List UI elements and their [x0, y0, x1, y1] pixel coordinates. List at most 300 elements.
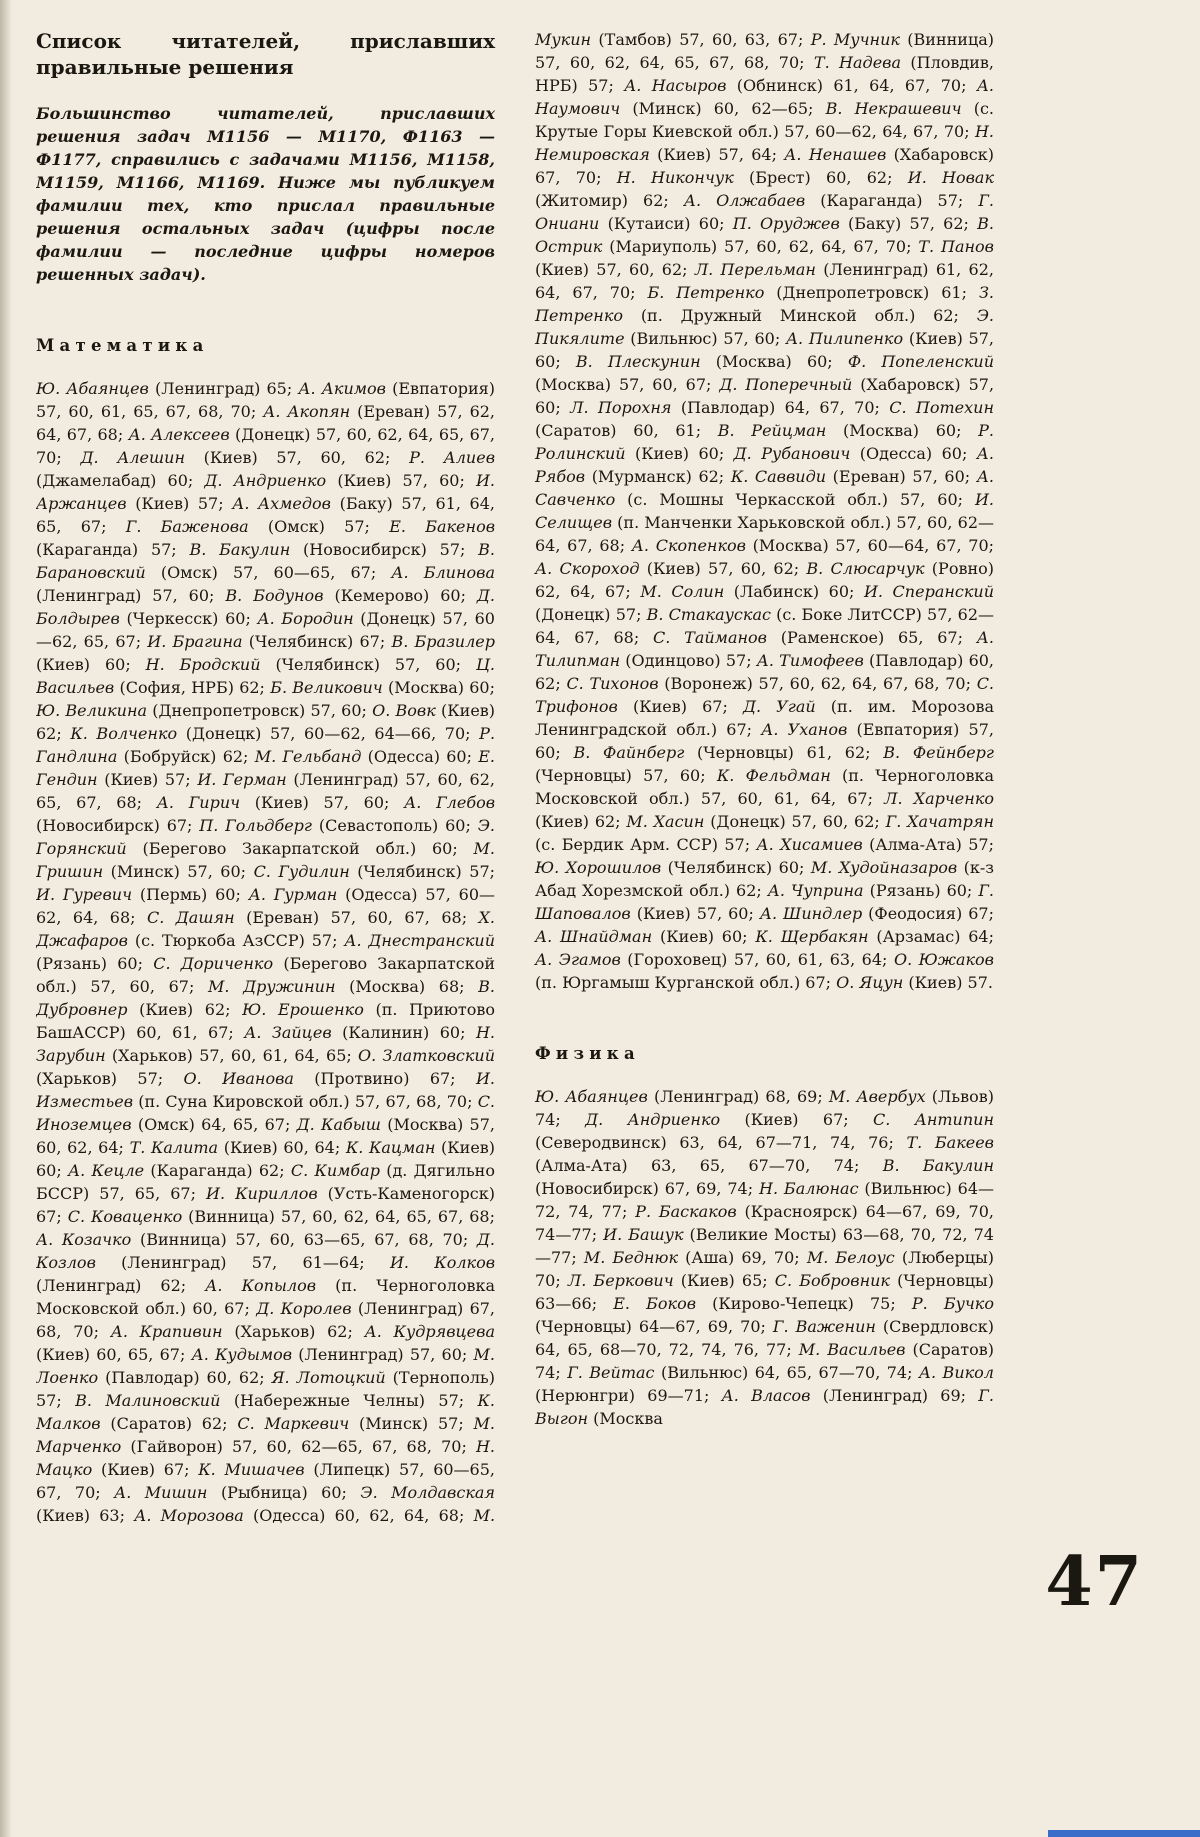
- solved-problem-numbers: 57, 61—64: [251, 1253, 360, 1272]
- reader-name: Ю. Хорошилов: [535, 858, 662, 877]
- solved-problem-numbers: 63, 65, 67—70, 74: [650, 1156, 854, 1175]
- solved-problem-numbers: 57: [150, 540, 172, 559]
- two-column-text-flow: [36, 28, 994, 1540]
- reader-name: Л. Беркович: [567, 1271, 674, 1290]
- reader-name: В. Бразилер: [391, 632, 495, 651]
- solved-problem-numbers: 65: [266, 379, 287, 398]
- reader-entry: С. Коваценко (Винница) 57, 60, 62, 64, 65, 67, 68;: [67, 1207, 495, 1226]
- solved-problem-numbers: 60, 62: [535, 651, 994, 693]
- section-heading-physics: Физика: [535, 1044, 640, 1063]
- reader-entry: К. Щербакян (Арзамас) 64;: [755, 927, 994, 946]
- solved-problem-numbers: 60, 62, 64, 68: [334, 1506, 459, 1525]
- reader-entry: А. Гурман (Одесса) 57, 60—62, 64, 68;: [36, 885, 496, 927]
- reader-entry: Т. Надева (Пловдив, НРБ) 57;: [535, 53, 994, 95]
- reader-name: С. Бобровник: [774, 1271, 890, 1290]
- solved-problem-numbers: 57, 60—62, 64, 67, 70: [784, 122, 965, 141]
- reader-name: Э. Пикялите: [535, 306, 994, 348]
- reader-entry: М. Мукин (Тамбов) 57, 60, 63, 67;: [473, 30, 811, 1525]
- solved-problem-numbers: 63—66: [535, 1294, 592, 1313]
- reader-entry: А. Насыров (Обнинск) 61, 64, 67, 70;: [624, 76, 977, 95]
- reader-name: А. Ахмедов: [232, 494, 331, 513]
- reader-name: А. Олжабаев: [683, 191, 806, 210]
- reader-entry: А. Скопенков (Москва) 57, 60—64, 67, 70;: [631, 536, 994, 555]
- reader-name: М. Васильев: [798, 1340, 906, 1359]
- solved-problem-numbers: 57, 64: [718, 145, 772, 164]
- solved-problem-numbers: 57: [36, 1391, 57, 1410]
- solved-problem-numbers: 61, 62, 64, 67, 70: [535, 260, 994, 302]
- solved-problem-numbers: 57, 60, 67: [618, 375, 707, 394]
- reader-entry: Г. Баженова (Омск) 57;: [125, 517, 390, 536]
- reader-entry: И. Селищев (п. Манченки Харьковской обл.) 57, 60, 62—64, 67, 68;: [535, 490, 994, 555]
- solved-problem-numbers: 67: [429, 1069, 451, 1088]
- solved-problem-numbers: 57, 60, 63—65, 67, 68, 70: [235, 1230, 463, 1249]
- solved-problem-numbers: 67: [163, 1460, 185, 1479]
- reader-name: С. Тихонов: [566, 674, 659, 693]
- solved-problem-numbers: 62: [258, 1161, 280, 1180]
- reader-entry: Н. Балюнас (Вильнюс) 64—72, 74, 77;: [535, 1179, 994, 1221]
- reader-entry: Д. Королев (Ленинград) 67, 68, 70;: [36, 1299, 496, 1341]
- reader-name: И. Селищев: [535, 490, 994, 532]
- reader-name: Х. Джафаров: [36, 908, 496, 950]
- solved-problem-numbers: 57, 60, 61, 64, 65: [199, 1046, 347, 1065]
- solved-problem-numbers: 57, 60, 62, 64, 67, 68, 70: [758, 674, 966, 693]
- reader-name: А. Кецле: [68, 1161, 145, 1180]
- reader-entry: Ю. Хорошилов (Челябинск) 60;: [535, 858, 811, 877]
- solved-problem-numbers: 70: [535, 1271, 556, 1290]
- solved-problem-numbers: 57, 60: [535, 720, 994, 762]
- reader-name: П. Гольдберг: [199, 816, 313, 835]
- solved-problem-numbers: 67, 70: [535, 168, 597, 187]
- reader-entry: С. Дашян (Ереван) 57, 60, 67, 68;: [147, 908, 479, 927]
- reader-entry: А. Чуприна (Рязань) 60;: [767, 881, 979, 900]
- reader-name: К. Щербакян: [755, 927, 869, 946]
- solved-problem-numbers: 57: [164, 770, 186, 789]
- reader-entry: А. Кудымов (Ленинград) 57, 60;: [191, 1345, 474, 1364]
- solved-problem-numbers: 60: [445, 816, 466, 835]
- reader-entry: С. Тихонов (Воронеж) 57, 60, 62, 64, 67, 68, 70;: [566, 674, 977, 693]
- reader-entry: Т. Калита (Киев) 60, 64;: [129, 1138, 346, 1157]
- reader-name: Р. Ролинский: [535, 421, 994, 463]
- reader-entry: Ф. Попеленский (Москва) 57, 60, 67;: [535, 352, 994, 394]
- reader-entry: В. Плескунин (Москва) 60;: [575, 352, 848, 371]
- reader-entry: С. Трифонов (Киев) 67;: [535, 674, 994, 716]
- reader-entry: А. Крапивин (Харьков) 62;: [110, 1322, 365, 1341]
- reader-name: С. Гудилин: [253, 862, 350, 881]
- reader-name: Д. Королев: [256, 1299, 352, 1318]
- solved-problem-numbers: 60: [698, 444, 719, 463]
- reader-name: Д. Алешин: [80, 448, 185, 467]
- reader-entry: А. Днестранский (Рязань) 60;: [36, 931, 496, 973]
- solved-problem-numbers: 64, 65, 67: [201, 1115, 285, 1134]
- reader-entry: Г. Важенин (Свердловск) 64, 65, 68—70, 72, 74, 76, 77;: [535, 1317, 994, 1359]
- reader-entry: В. Дубровнер (Киев) 62;: [36, 977, 495, 1019]
- reader-entry: Д. Алешин (Киев) 57, 60, 62;: [80, 448, 410, 467]
- solved-problem-numbers: 57: [438, 1391, 459, 1410]
- solved-problem-numbers: 57, 67, 68, 70: [354, 1092, 468, 1111]
- reader-name: И. Кириллов: [206, 1184, 318, 1203]
- solved-problem-numbers: 57: [588, 76, 609, 95]
- reader-name: А. Скопенков: [631, 536, 746, 555]
- reader-name: Д. Андриенко: [585, 1110, 721, 1129]
- reader-name: А. Хисамиев: [756, 835, 863, 854]
- reader-entry: Н. Зарубин (Харьков) 57, 60, 61, 64, 65;: [36, 1023, 495, 1065]
- reader-name: А. Алексеев: [128, 425, 230, 444]
- reader-name: Ю. Абаянцев: [36, 379, 149, 398]
- reader-entry: А. Глебов (Новосибирск) 67;: [36, 793, 496, 835]
- reader-name: М. Беднюк: [583, 1248, 679, 1267]
- reader-entry: В. Бразилер (Киев) 60;: [36, 632, 495, 674]
- reader-name: А. Акимов: [298, 379, 386, 398]
- reader-name: Д. Рубанович: [733, 444, 851, 463]
- reader-name: И. Сперанский: [863, 582, 994, 601]
- reader-entry: Р. Гандлина (Бобруйск) 62;: [36, 724, 496, 766]
- reader-name: Г. Выгон: [535, 1386, 994, 1428]
- solved-problem-numbers: 57, 60: [535, 329, 994, 371]
- solved-problem-numbers: 57, 60, 61, 65, 67, 68, 70: [36, 402, 251, 421]
- reader-entry: В. Бакулин (Новосибирск) 57;: [189, 540, 479, 559]
- reader-name: З. Петренко: [535, 283, 994, 325]
- reader-name: А. Рябов: [535, 444, 994, 486]
- reader-entry: М. Дружинин (Москва) 68;: [207, 977, 479, 996]
- reader-name: В. Бакулин: [882, 1156, 994, 1175]
- solved-problem-numbers: 60, 65, 67: [96, 1345, 180, 1364]
- solved-problem-numbers: 57, 60—64, 67, 70: [835, 536, 989, 555]
- solved-problem-numbers: 57, 60—62, 64—66, 70: [269, 724, 466, 743]
- solved-problem-numbers: 62: [327, 1322, 348, 1341]
- reader-name: В. Слюсарчук: [806, 559, 925, 578]
- reader-entry: Ю. Абаянцев (Ленинград) 65;: [36, 379, 299, 398]
- reader-list-physics: [535, 1085, 994, 1430]
- reader-name: Я. Лотоцкий: [271, 1368, 386, 1387]
- reader-entry: В. Файнберг (Черновцы) 61, 62;: [573, 743, 884, 762]
- solved-problem-numbers: 57, 60, 63, 67: [679, 30, 798, 49]
- section-heading-math: Математика: [36, 336, 209, 355]
- solved-problem-numbers: 57, 60, 62—65, 67, 68, 70: [231, 1437, 462, 1456]
- reader-entry: Х. Джафаров (с. Тюркоба АзССР) 57;: [36, 908, 496, 950]
- reader-name: М. Авербух: [828, 1087, 926, 1106]
- reader-entry: А. Скороход (Киев) 57, 60, 62;: [535, 559, 807, 578]
- solved-problem-numbers: 69—71: [647, 1386, 704, 1405]
- reader-name: О. Южаков: [893, 950, 994, 969]
- solved-problem-numbers: 67: [968, 904, 989, 923]
- solved-problem-numbers: 68, 69: [765, 1087, 818, 1106]
- page-title: Список читателей, приславших правильные решения: [36, 29, 495, 79]
- reader-entry: Я. Лотоцкий (Тернополь) 57;: [36, 1368, 495, 1410]
- solved-problem-numbers: 64, 67, 70: [784, 398, 875, 417]
- solved-problem-numbers: 64, 65, 67—70, 74: [754, 1363, 908, 1382]
- solved-problem-numbers: 63: [99, 1506, 120, 1525]
- solved-problem-numbers: 74: [535, 1110, 556, 1129]
- reader-entry: А. Эгамов (Гороховец) 57, 60, 61, 63, 64;: [535, 950, 894, 969]
- reader-entry: Л. Перельман (Ленинград) 61, 62, 64, 67, 70;: [535, 260, 994, 302]
- solved-problem-numbers: 57, 60, 62, 64, 65, 67, 68, 70: [535, 53, 800, 72]
- reader-name: О. Вовк: [372, 701, 436, 720]
- solved-problem-numbers: 64—72, 74, 77: [535, 1179, 994, 1221]
- reader-entry: Д. Андриенко (Киев) 57, 60;: [204, 471, 476, 490]
- reader-entry: А. Козачко (Винница) 57, 60, 63—65, 67, 68, 70;: [36, 1230, 477, 1249]
- solved-problem-numbers: 57, 60, 62, 65, 67, 68: [36, 770, 495, 812]
- reader-name: С. Антипин: [873, 1110, 994, 1129]
- reader-entry: С. Кимбар (д. Дягильно БССР) 57, 65, 67;: [36, 1161, 495, 1203]
- reader-entry: А. Зайцев (Калинин) 60;: [244, 1023, 476, 1042]
- reader-name: Ю. Ерошенко: [242, 1000, 364, 1019]
- reader-name: М. Дружинин: [207, 977, 336, 996]
- reader-entry: И. Брагина (Челябинск) 67;: [147, 632, 392, 651]
- reader-name: С. Тайманов: [653, 628, 767, 647]
- reader-entry: А. Акимов (Евпатория) 57, 60, 61, 65, 67, 68, 70;: [36, 379, 495, 421]
- reader-entry: С. Тайманов (Раменское) 65, 67;: [653, 628, 977, 647]
- solved-problem-numbers: 57, 62—64, 67, 68: [535, 605, 994, 647]
- reader-entry: А. Мишин (Рыбница) 60;: [114, 1483, 361, 1502]
- reader-entry: Д. Кабыш (Москва) 57, 60, 62, 64;: [36, 1115, 495, 1157]
- solved-problem-numbers: 57, 60: [912, 467, 965, 486]
- reader-entry: А. Олжабаев (Караганда) 57;: [683, 191, 979, 210]
- reader-name: Д. Козлов: [36, 1230, 496, 1272]
- solved-problem-numbers: 57, 60, 62—64, 67, 68: [535, 513, 994, 555]
- reader-name: Е. Гендин: [36, 747, 496, 789]
- reader-name: С. Маркевич: [237, 1414, 350, 1433]
- reader-entry: А. Кецле (Караганда) 62;: [68, 1161, 291, 1180]
- solved-problem-numbers: 60: [104, 655, 126, 674]
- solved-problem-numbers: 62: [222, 747, 244, 766]
- reader-entry: А. Рябов (Мурманск) 62;: [535, 444, 994, 486]
- reader-name: Ю. Абаянцев: [535, 1087, 648, 1106]
- reader-entry: Г. Хачатрян (с. Бердик Арм. ССР) 57;: [535, 812, 994, 854]
- solved-problem-numbers: 57, 60, 62, 64, 65, 67, 70: [36, 425, 496, 467]
- solved-problem-numbers: 57: [615, 605, 637, 624]
- solved-problem-numbers: 57, 60, 62: [708, 559, 794, 578]
- reader-name: Е. Бакенов: [389, 517, 496, 536]
- reader-entry: Г. Вейтас (Вильнюс) 64, 65, 67—70, 74;: [567, 1363, 919, 1382]
- solved-problem-numbers: 57: [724, 835, 745, 854]
- solved-problem-numbers: 64: [968, 927, 989, 946]
- reader-name: А. Бородин: [257, 609, 354, 628]
- reader-name: В. Плескунин: [575, 352, 701, 371]
- reader-name: Г. Хачатрян: [885, 812, 994, 831]
- reader-entry: Н. Немировская (Киев) 57, 64;: [535, 122, 994, 164]
- reader-entry: Г. Шаповалов (Киев) 57, 60;: [535, 881, 994, 923]
- reader-entry: М. Худойназаров (к-з Абад Хорезмской обл.) 62;: [535, 858, 994, 900]
- reader-name: Г. Важенин: [772, 1317, 876, 1336]
- reader-entry: А. Кудрявцева (Киев) 60, 65, 67;: [36, 1322, 495, 1364]
- reader-entry: И. Гуревич (Пермь) 60;: [36, 885, 249, 904]
- reader-name: О. Яцун: [836, 973, 904, 992]
- reader-name: А. Глебов: [404, 793, 496, 812]
- reader-name: А. Кудымов: [191, 1345, 293, 1364]
- solved-problem-numbers: 57, 60, 61, 63, 64: [733, 950, 883, 969]
- reader-entry: И. Новак (Житомир) 62;: [535, 168, 994, 210]
- reader-entry: М. Лоенко (Павлодар) 60, 62;: [36, 1345, 495, 1387]
- reader-entry: Н. Бродский (Челябинск) 57, 60;: [145, 655, 476, 674]
- reader-entry: Д. Болдырев (Черкесск) 60;: [36, 586, 496, 628]
- solved-problem-numbers: 67, 68, 70: [36, 1299, 496, 1341]
- reader-name: А. Гирич: [156, 793, 241, 812]
- solved-problem-numbers: 62: [736, 881, 757, 900]
- reader-entry: В. Стакаускас (с. Боке ЛитССР) 57, 62—64, 67, 68;: [535, 605, 994, 647]
- reader-name: Н. Немировская: [535, 122, 994, 164]
- reader-name: Б. Великович: [270, 678, 383, 697]
- solved-problem-numbers: 69, 70: [741, 1248, 795, 1267]
- solved-problem-numbers: 65: [741, 1271, 763, 1290]
- solved-problem-numbers: 65, 67: [898, 628, 958, 647]
- solved-problem-numbers: 57, 62, 64, 67, 68: [36, 402, 496, 444]
- reader-name: Л. Перельман: [694, 260, 816, 279]
- solved-problem-numbers: 60: [215, 885, 236, 904]
- solved-problem-numbers: 60, 67: [192, 1299, 245, 1318]
- reader-entry: Е. Боков (Кирово-Чепецк) 75;: [613, 1294, 912, 1313]
- reader-name: Р. Бучко: [911, 1294, 994, 1313]
- solved-problem-numbers: 57, 60: [723, 329, 775, 348]
- reader-entry: К. Волченко (Донецк) 57, 60—62, 64—66, 70;: [70, 724, 480, 743]
- reader-name: Н. Никончук: [616, 168, 734, 187]
- reader-name: И. Колков: [389, 1253, 496, 1272]
- reader-name: К. Мишачев: [198, 1460, 305, 1479]
- solved-problem-numbers: 57: [437, 1414, 459, 1433]
- reader-entry: С. Антипин (Северодвинск) 63, 64, 67—71, 74, 76;: [535, 1110, 994, 1152]
- reader-name: О. Иванова: [183, 1069, 294, 1088]
- solved-problem-numbers: 57, 60: [696, 904, 749, 923]
- solved-problem-numbers: 60: [439, 1023, 461, 1042]
- reader-entry: А. Хисамиев (Алма-Ата) 57;: [756, 835, 994, 854]
- reader-entry: А. Алексеев (Донецк) 57, 60, 62, 64, 65, 67, 70;: [36, 425, 496, 467]
- solved-problem-numbers: 60: [721, 927, 743, 946]
- reader-name: А. Пилипенко: [785, 329, 904, 348]
- solved-problem-numbers: 57, 60—65, 67: [232, 563, 371, 582]
- solved-problem-numbers: 67: [726, 720, 747, 739]
- reader-name: С. Трифонов: [535, 674, 994, 716]
- reader-entry: М. Беднюк (Аша) 69, 70;: [583, 1248, 807, 1267]
- solved-problem-numbers: 57: [725, 651, 747, 670]
- reader-name: А. Викол: [918, 1363, 994, 1382]
- solved-problem-numbers: 62, 64, 67: [535, 582, 626, 601]
- page-number: 47: [1045, 1542, 1144, 1622]
- solved-problem-numbers: 67: [822, 1110, 844, 1129]
- reader-entry: И. Башук (Великие Мосты) 63—68, 70, 72, 74—77;: [535, 1225, 994, 1267]
- reader-name: Д. Поперечный: [719, 375, 853, 394]
- reader-entry: Э. Молдавская (Киев) 63;: [36, 1483, 496, 1525]
- reader-name: А. Шнайдман: [535, 927, 653, 946]
- reader-entry: Д. Андриенко (Киев) 67;: [585, 1110, 874, 1129]
- reader-name: Р. Алиев: [409, 448, 496, 467]
- solved-problem-numbers: 57: [968, 835, 989, 854]
- reader-name: П. Оруджев: [732, 214, 840, 233]
- reader-name: Ю. Великина: [36, 701, 148, 720]
- reader-entry: Г. Выгон (Москва: [535, 1386, 994, 1428]
- reader-entry: А. Шиндлер (Феодосия) 67;: [759, 904, 994, 923]
- solved-problem-numbers: 57, 60: [394, 655, 456, 674]
- solved-problem-numbers: 57, 60: [323, 793, 385, 812]
- reader-name: А. Днестранский: [344, 931, 496, 950]
- reader-name: М. Худойназаров: [810, 858, 958, 877]
- solved-problem-numbers: 57: [937, 191, 958, 210]
- reader-name: В. Бакулин: [189, 540, 291, 559]
- solved-problem-numbers: 67: [359, 632, 380, 651]
- solved-problem-numbers: 57, 61, 64, 65, 67: [36, 494, 495, 536]
- solved-problem-numbers: 62: [933, 306, 954, 325]
- reader-name: Ц. Васильев: [36, 655, 496, 697]
- reader-name: А. Зайцев: [244, 1023, 332, 1042]
- reader-name: К. Саввиди: [730, 467, 827, 486]
- solved-problem-numbers: 62: [239, 678, 260, 697]
- solved-problem-numbers: 61, 64, 67, 70: [833, 76, 962, 95]
- reader-entry: М. Гельбанд (Одесса) 60;: [254, 747, 479, 766]
- reader-name: В. Рейцман: [717, 421, 827, 440]
- reader-name: К. Малков: [36, 1391, 496, 1433]
- reader-entry: А. Копылов (п. Черноголовка Московской обл.) 60, 67;: [36, 1276, 496, 1318]
- reader-entry: Р. Мучник (Винница) 57, 60, 62, 64, 65, 67, 68, 70;: [535, 30, 994, 72]
- solved-problem-numbers: 57, 62: [909, 214, 964, 233]
- solved-problem-numbers: 60: [469, 678, 490, 697]
- solved-problem-numbers: 57: [344, 517, 365, 536]
- reader-name: В. Острик: [535, 214, 994, 256]
- solved-problem-numbers: 67: [166, 816, 188, 835]
- reader-name: Б. Петренко: [647, 283, 765, 302]
- solved-problem-numbers: 57: [137, 1069, 158, 1088]
- reader-entry: С. Гудилин (Челябинск) 57;: [253, 862, 496, 881]
- solved-problem-numbers: 60: [446, 747, 467, 766]
- reader-name: И. Гуревич: [36, 885, 133, 904]
- reader-entry: К. Саввиди (Ереван) 57, 60;: [730, 467, 977, 486]
- reader-entry: В. Рейцман (Москва) 60;: [717, 421, 979, 440]
- reader-name: И. Новак: [907, 168, 994, 187]
- reader-name: Д. Кабыш: [296, 1115, 381, 1134]
- intro-paragraph: Большинство читателей, приславших решения задач М1156 — М1170, Ф1163 — Ф1177, справились с задачами М1156, М1158, М1159, М1166, М1169. Ниже мы публикуем фамилии тех, кто прислал правильные решения остальных задач (цифры после фамилии — последние цифры номеров решенных задач).: [36, 104, 495, 284]
- reader-entry: Р. Баскаков (Красноярск) 64—67, 69, 70, 74—77;: [535, 1202, 994, 1244]
- reader-name: Р. Баскаков: [635, 1202, 737, 1221]
- reader-entry: К. Мишачев (Липецк) 57, 60—65, 67, 70;: [36, 1460, 496, 1502]
- reader-name: В. Дубровнер: [36, 977, 495, 1019]
- solved-problem-numbers: 60, 62: [206, 1368, 260, 1387]
- reader-name: Г. Баженова: [125, 517, 249, 536]
- solved-problem-numbers: 61: [941, 283, 962, 302]
- solved-problem-numbers: 60: [432, 839, 453, 858]
- reader-entry: В. Бодунов (Кемерово) 60;: [225, 586, 477, 605]
- reader-name: А. Акопян: [263, 402, 351, 421]
- reader-name: Л. Порохня: [570, 398, 672, 417]
- reader-name: М. Хасин: [626, 812, 705, 831]
- solved-problem-numbers: 62: [201, 1414, 223, 1433]
- reader-entry: А. Бородин (Донецк) 57, 60—62, 65, 67;: [36, 609, 495, 651]
- reader-entry: М. Авербух (Львов) 74;: [535, 1087, 994, 1129]
- reader-entry: Э. Пикялите (Вильнюс) 57, 60;: [535, 306, 994, 348]
- reader-name: А. Мишин: [114, 1483, 208, 1502]
- reader-name: И. Аржанцев: [36, 471, 496, 513]
- solved-problem-numbers: 60: [698, 214, 720, 233]
- reader-name: А. Уханов: [761, 720, 848, 739]
- reader-name: Р. Гандлина: [36, 724, 496, 766]
- solved-problem-numbers: 60: [946, 881, 967, 900]
- reader-entry: А. Блинова (Ленинград) 57, 60;: [36, 563, 496, 605]
- reader-name: А. Насыров: [624, 76, 727, 95]
- solved-problem-numbers: 57, 60, 62, 64, 67, 70: [724, 237, 907, 256]
- reader-entry: М. Белоус (Люберцы) 70;: [535, 1248, 994, 1290]
- reader-name: Т. Панов: [918, 237, 994, 256]
- reader-name: А. Копылов: [205, 1276, 317, 1295]
- reader-entry: И. Колков (Ленинград) 62;: [36, 1253, 496, 1295]
- reader-name: В. Файнберг: [573, 743, 685, 762]
- reader-entry: О. Яцун (Киев) 57.: [836, 973, 993, 992]
- reader-entry: О. Златковский (Харьков) 57;: [36, 1046, 496, 1088]
- reader-name: В. Бодунов: [225, 586, 324, 605]
- reader-name: Т. Калита: [129, 1138, 219, 1157]
- reader-entry: А. Викол (Нерюнгри) 69—71;: [535, 1363, 994, 1405]
- solved-problem-numbers: 60: [935, 421, 957, 440]
- solved-problem-numbers: 57, 60: [643, 766, 701, 785]
- reader-entry: К. Кацман (Киев) 60;: [36, 1138, 496, 1180]
- solved-problem-numbers: 57, 60—65, 67, 70: [36, 1460, 496, 1502]
- solved-problem-numbers: 57, 60: [535, 375, 994, 417]
- reader-name: С. Потехин: [889, 398, 994, 417]
